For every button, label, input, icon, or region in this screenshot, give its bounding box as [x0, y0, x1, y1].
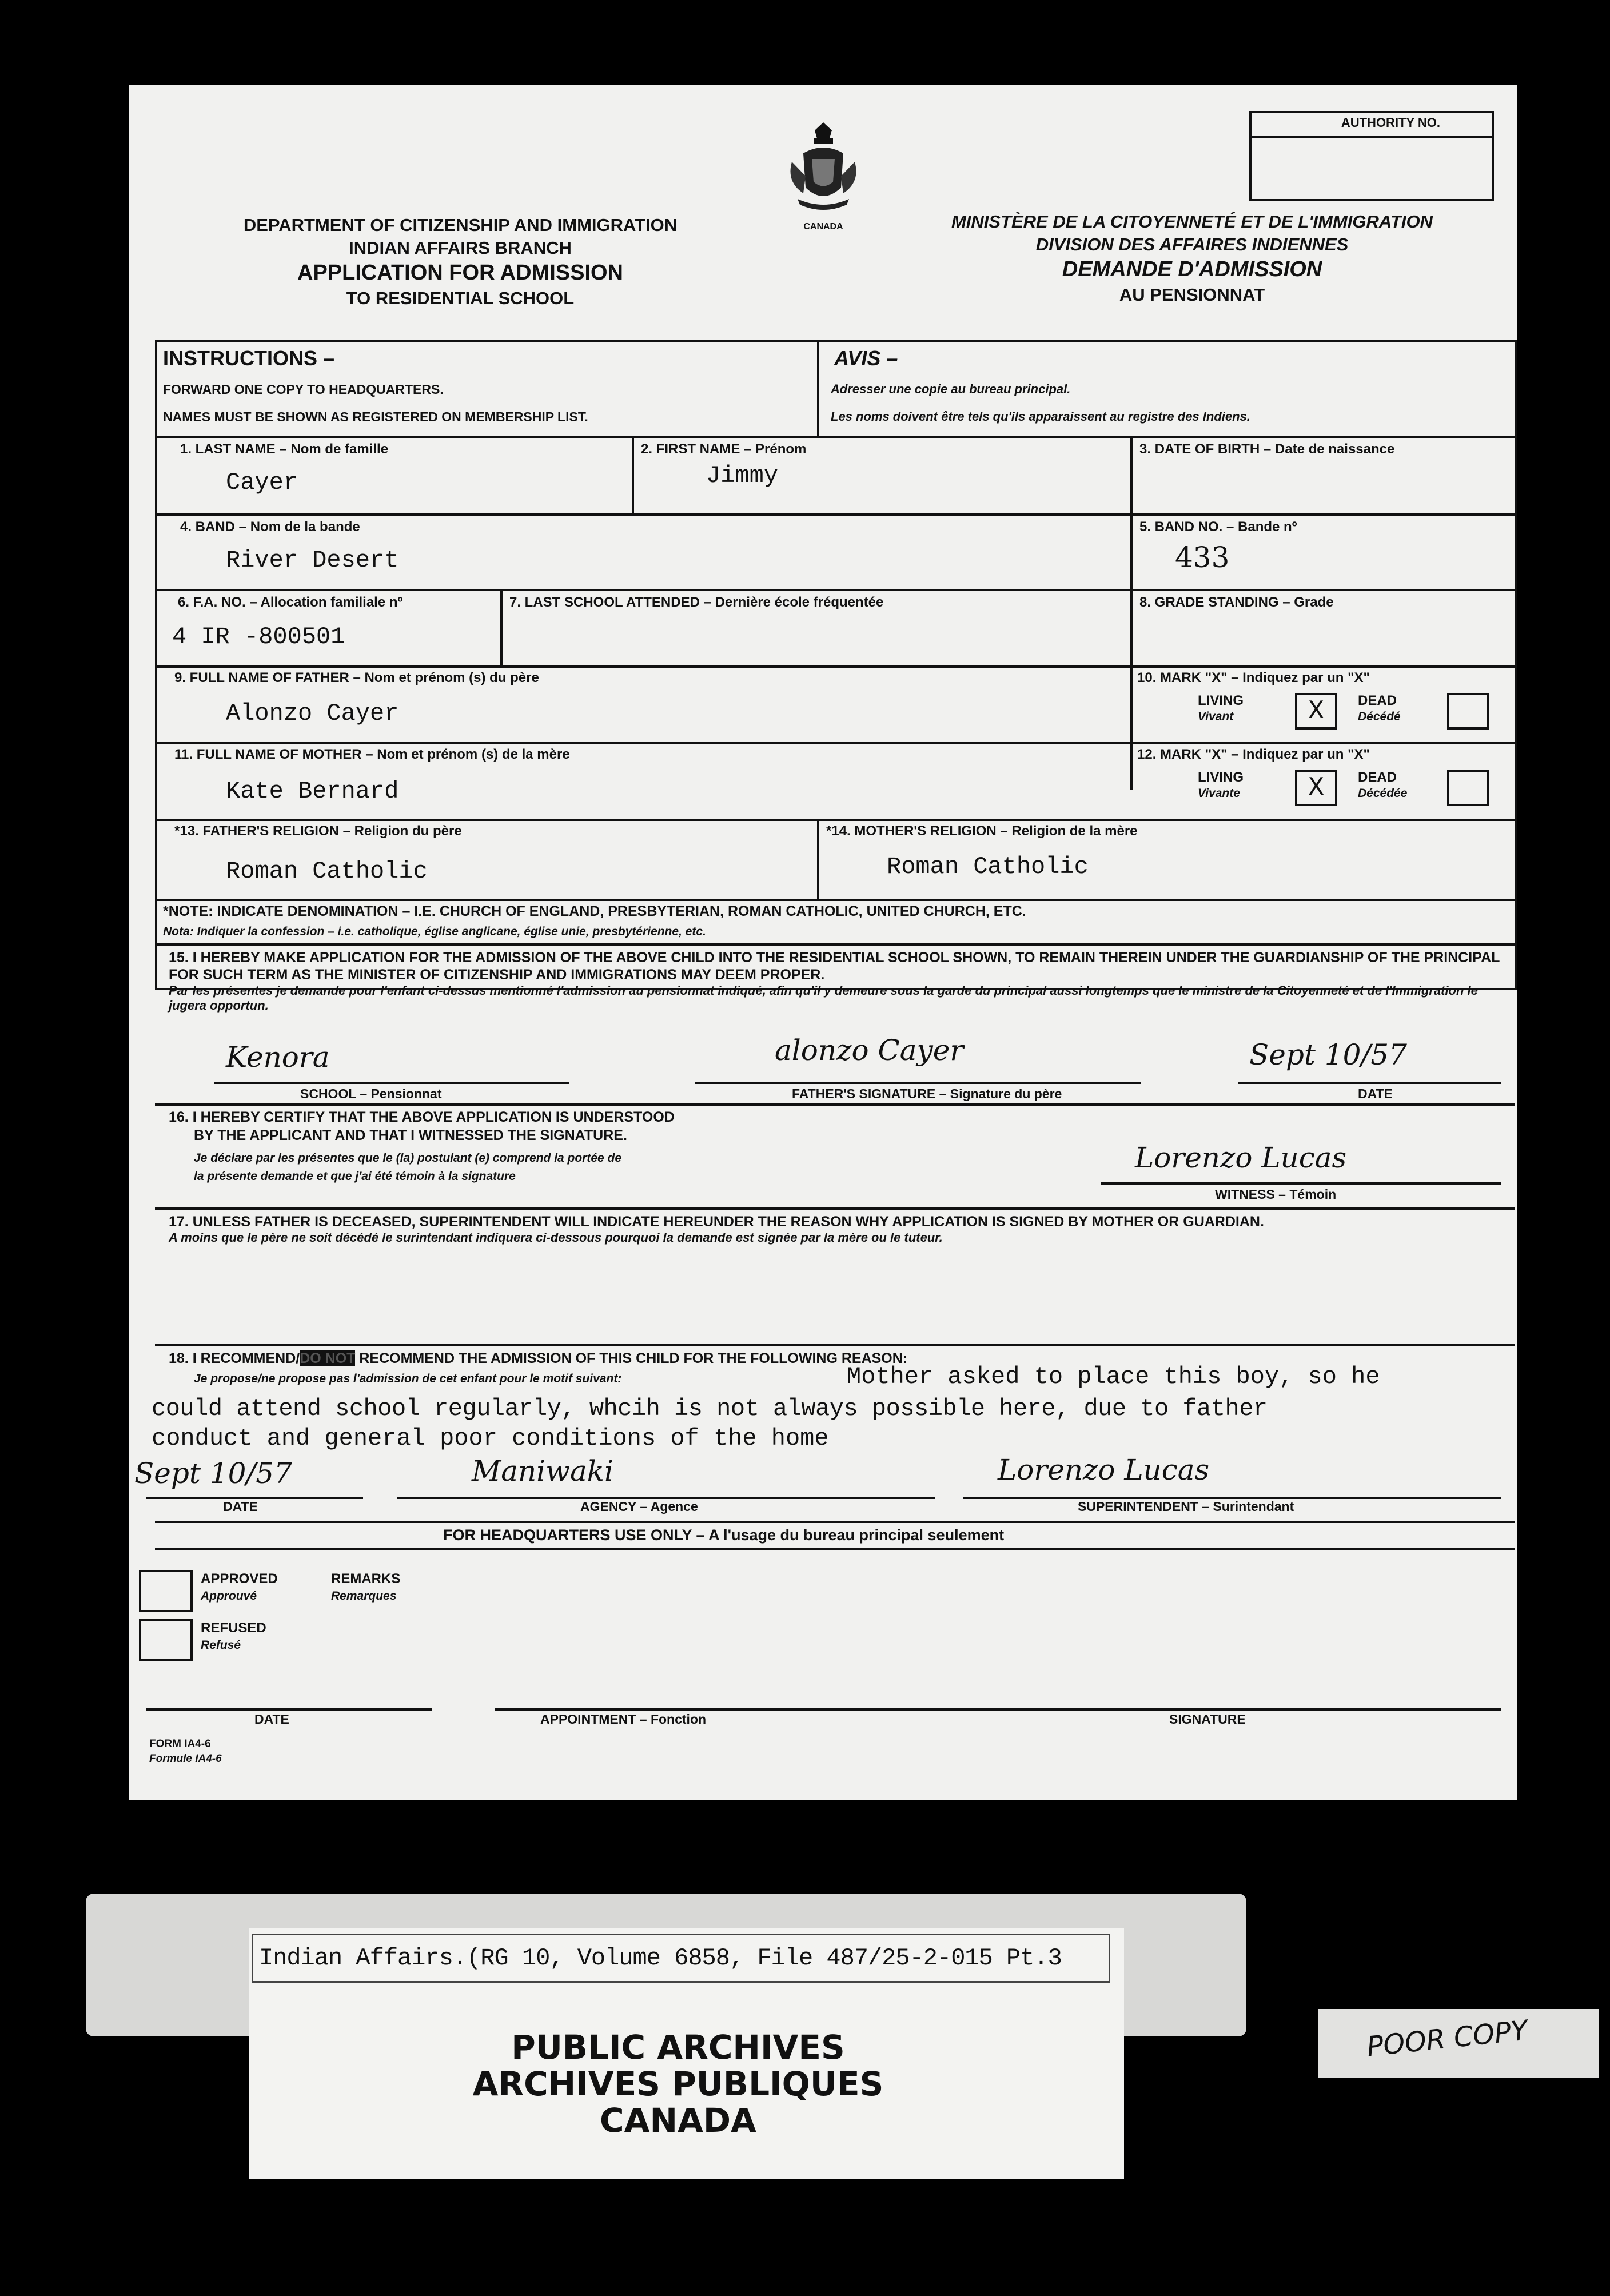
- witness-signature: Lorenzo Lucas: [1135, 1141, 1347, 1174]
- mother-living-fr: Vivante: [1198, 787, 1240, 800]
- hq-title: FOR HEADQUARTERS USE ONLY – A l'usage du bureau principal seulement: [443, 1526, 1005, 1544]
- archive-line1: PUBLIC ARCHIVES: [511, 2028, 845, 2067]
- poor-copy-stamp: [1318, 2009, 1599, 2078]
- coat-of-arms-icon: [780, 119, 866, 233]
- last-name-label: 1. LAST NAME – Nom de famille: [180, 441, 389, 457]
- remarks-fr: Remarques: [331, 1589, 397, 1603]
- refused-checkbox[interactable]: [139, 1619, 193, 1661]
- header-ministere: MINISTÈRE DE LA CITOYENNETÉ ET DE L'IMMIGRATION: [951, 212, 1433, 232]
- section16-en2: BY THE APPLICANT AND THAT I WITNESSED THE SIGNATURE.: [194, 1127, 627, 1143]
- fa-no-label: 6. F.A. NO. – Allocation familiale nº: [178, 595, 403, 610]
- father-mark-label: 10. MARK "X" – Indiquez par un "X": [1137, 670, 1370, 685]
- section15-text: [169, 949, 1507, 1014]
- section16-fr2: la présente demande et que j'ai été témoin à la signature: [194, 1170, 516, 1183]
- father-signature-caption: FATHER'S SIGNATURE – Signature du père: [792, 1086, 1062, 1101]
- archive-reference-box: [252, 1934, 1110, 1983]
- band-label: 4. BAND – Nom de la bande: [180, 519, 360, 535]
- authority-box: [1249, 111, 1494, 201]
- header-title: APPLICATION FOR ADMISSION: [297, 261, 623, 285]
- mother-dead-fr: Décédée: [1358, 787, 1408, 800]
- avis-line2: Les noms doivent être tels qu'ils apparaissent au registre des Indiens.: [831, 409, 1250, 424]
- hq-signature-caption: SIGNATURE: [1169, 1712, 1246, 1727]
- dob-label: 3. DATE OF BIRTH – Date de naissance: [1139, 441, 1395, 457]
- superintendent-caption: SUPERINTENDENT – Surintendant: [1078, 1499, 1294, 1514]
- father-religion-value: Roman Catholic: [226, 858, 428, 885]
- canada-crest: [780, 119, 866, 233]
- band-value: River Desert: [226, 547, 399, 574]
- section18-struck: DO NOT: [300, 1350, 356, 1366]
- mother-name-value: Kate Bernard: [226, 778, 399, 805]
- school-caption: SCHOOL – Pensionnat: [300, 1086, 442, 1101]
- header-french: [906, 210, 1478, 306]
- section17-text: [169, 1213, 1507, 1245]
- archive-reference: Indian Affairs.(RG 10, Volume 6858, File 487/25-2-015 Pt.3: [259, 1944, 1062, 1972]
- mother-religion-value: Roman Catholic: [887, 853, 1089, 880]
- fa-no-value: 4 IR -800501: [172, 623, 345, 651]
- first-name-value: Jimmy: [706, 462, 779, 489]
- section18-en-b: RECOMMEND THE ADMISSION OF THIS CHILD FOR THE FOLLOWING REASON:: [355, 1350, 908, 1366]
- mother-dead-checkbox[interactable]: [1447, 770, 1489, 806]
- agency-value: Maniwaki: [472, 1454, 614, 1488]
- reason-line1: Mother asked to place this boy, so he: [847, 1363, 1380, 1390]
- archive-label: [249, 1928, 1124, 2179]
- father-living-fr: Vivant: [1198, 710, 1234, 723]
- header-branch: INDIAN AFFAIRS BRANCH: [349, 237, 572, 258]
- last-school-label: 7. LAST SCHOOL ATTENDED – Dernière école fréquentée: [509, 595, 884, 610]
- approved-checkbox[interactable]: [139, 1570, 193, 1612]
- section17-french: A moins que le père ne soit décédé le surintendant indiquera ci-dessous pourquoi la demande est signée par la mère ou le tuteur.: [169, 1230, 943, 1245]
- header-subtitle: TO RESIDENTIAL SCHOOL: [346, 288, 575, 308]
- header-pensionnat: AU PENSIONNAT: [1119, 284, 1265, 305]
- approved-label: APPROVED: [201, 1571, 278, 1587]
- avis-title: AVIS –: [834, 346, 898, 370]
- mother-name-label: 11. FULL NAME OF MOTHER – Nom et prénom (s) de la mère: [174, 747, 570, 762]
- school-value: Kenora: [226, 1041, 330, 1074]
- witness-caption: WITNESS – Témoin: [1215, 1187, 1337, 1202]
- poor-copy-text: POOR COPY: [1365, 2014, 1529, 2063]
- superintendent-signature: Lorenzo Lucas: [998, 1453, 1210, 1486]
- band-no-value: 433: [1175, 541, 1230, 574]
- father-dead-fr: Décédé: [1358, 710, 1401, 723]
- crest-caption: CANADA: [803, 222, 843, 232]
- section18-french: Je propose/ne propose pas l'admission de cet enfant pour le motif suivant:: [194, 1372, 622, 1385]
- avis-line1: Adresser une copie au bureau principal.: [831, 382, 1071, 396]
- father-dead-checkbox[interactable]: [1447, 693, 1489, 730]
- instructions-line1: FORWARD ONE COPY TO HEADQUARTERS.: [163, 382, 444, 397]
- section16-en1: 16. I HEREBY CERTIFY THAT THE ABOVE APPLICATION IS UNDERSTOOD: [169, 1109, 675, 1125]
- note-french: Nota: Indiquer la confession – i.e. catholique, église anglicane, église unie, presbytérienne, etc.: [163, 925, 706, 938]
- hq-date-caption: DATE: [254, 1712, 289, 1727]
- header-department: DEPARTMENT OF CITIZENSHIP AND IMMIGRATION: [243, 215, 678, 235]
- application-form: [129, 85, 1517, 1800]
- approved-fr: Approuvé: [201, 1589, 257, 1603]
- father-dead-label: DEAD: [1358, 693, 1397, 708]
- note-english: *NOTE: INDICATE DENOMINATION – I.E. CHURCH OF ENGLAND, PRESBYTERIAN, ROMAN CATHOLIC, UNITED CHURCH, ETC.: [163, 903, 1026, 919]
- refused-label: REFUSED: [201, 1620, 266, 1636]
- section15-french: Par les présentes je demande pour l'enfant ci-dessus mentionné l'admission au pensionnat indiqué, afin qu'il y demeure sous la garde du principal aussi longtemps que le ministre de la Citoyenneté et de l'Immigration le jugera opportun.: [169, 983, 1478, 1013]
- section18-date-value: Sept 10/57: [134, 1457, 292, 1490]
- authority-label: AUTHORITY NO.: [1341, 115, 1440, 130]
- refused-fr: Refusé: [201, 1639, 241, 1652]
- section15-date-caption: DATE: [1358, 1086, 1393, 1101]
- grade-label: 8. GRADE STANDING – Grade: [1139, 595, 1334, 610]
- header-demande: DEMANDE D'ADMISSION: [1062, 257, 1322, 282]
- section17-english: 17. UNLESS FATHER IS DECEASED, SUPERINTENDENT WILL INDICATE HEREUNDER THE REASON WHY APPLICATION IS SIGNED BY MOTHER OR GUARDIAN.: [169, 1214, 1264, 1230]
- header-english: [232, 214, 689, 310]
- father-religion-label: *13. FATHER'S RELIGION – Religion du père: [174, 823, 462, 839]
- section15-date-value: Sept 10/57: [1249, 1038, 1407, 1071]
- section16-fr1: Je déclare par les présentes que le (la) postulant (e) comprend la portée de: [194, 1151, 622, 1165]
- first-name-label: 2. FIRST NAME – Prénom: [641, 441, 807, 457]
- band-no-label: 5. BAND NO. – Bande nº: [1139, 519, 1297, 535]
- father-name-value: Alonzo Cayer: [226, 700, 399, 727]
- agency-caption: AGENCY – Agence: [580, 1499, 698, 1514]
- last-name-value: Cayer: [226, 469, 298, 496]
- father-living-label: LIVING: [1198, 693, 1244, 708]
- reason-line3: conduct and general poor conditions of the home: [152, 1425, 829, 1452]
- header-division: DIVISION DES AFFAIRES INDIENNES: [1035, 234, 1349, 254]
- section18-en-a: 18. I RECOMMEND/: [169, 1350, 300, 1366]
- form-code: FORM IA4-6: [149, 1738, 211, 1750]
- reason-line2: could attend school regularly, whcih is not always possible here, due to father: [152, 1395, 1268, 1422]
- instructions-line2: NAMES MUST BE SHOWN AS REGISTERED ON MEMBERSHIP LIST.: [163, 409, 588, 424]
- hq-appointment-caption: APPOINTMENT – Fonction: [540, 1712, 707, 1727]
- form-code-fr: Formule IA4-6: [149, 1753, 222, 1765]
- mother-living-label: LIVING: [1198, 770, 1244, 785]
- mother-religion-label: *14. MOTHER'S RELIGION – Religion de la mère: [826, 823, 1138, 839]
- archive-stamp: [449, 2030, 907, 2139]
- mother-living-checkbox[interactable]: X: [1295, 770, 1337, 806]
- instructions-title: INSTRUCTIONS –: [163, 346, 335, 370]
- mother-mark-label: 12. MARK "X" – Indiquez par un "X": [1137, 747, 1370, 762]
- father-signature: alonzo Cayer: [775, 1034, 964, 1067]
- mother-dead-label: DEAD: [1358, 770, 1397, 785]
- section18-english: [169, 1350, 907, 1367]
- father-name-label: 9. FULL NAME OF FATHER – Nom et prénom (s) du père: [174, 670, 539, 685]
- section18-date-caption: DATE: [223, 1499, 258, 1514]
- section15-english: 15. I HEREBY MAKE APPLICATION FOR THE ADMISSION OF THE ABOVE CHILD INTO THE RESIDENTIAL SCHOOL SHOWN, TO REMAIN THEREIN UNDER THE GUARDIANSHIP OF THE PRINCIPAL FOR SUCH TERM AS THE MINISTER OF CITIZENSHIP AND IMMIGRATIONS MAY DEEM PROPER.: [169, 950, 1500, 983]
- remarks-label: REMARKS: [331, 1571, 401, 1587]
- father-living-checkbox[interactable]: X: [1295, 693, 1337, 730]
- archive-line2: ARCHIVES PUBLIQUES: [472, 2064, 884, 2103]
- archive-line3: CANADA: [600, 2100, 756, 2140]
